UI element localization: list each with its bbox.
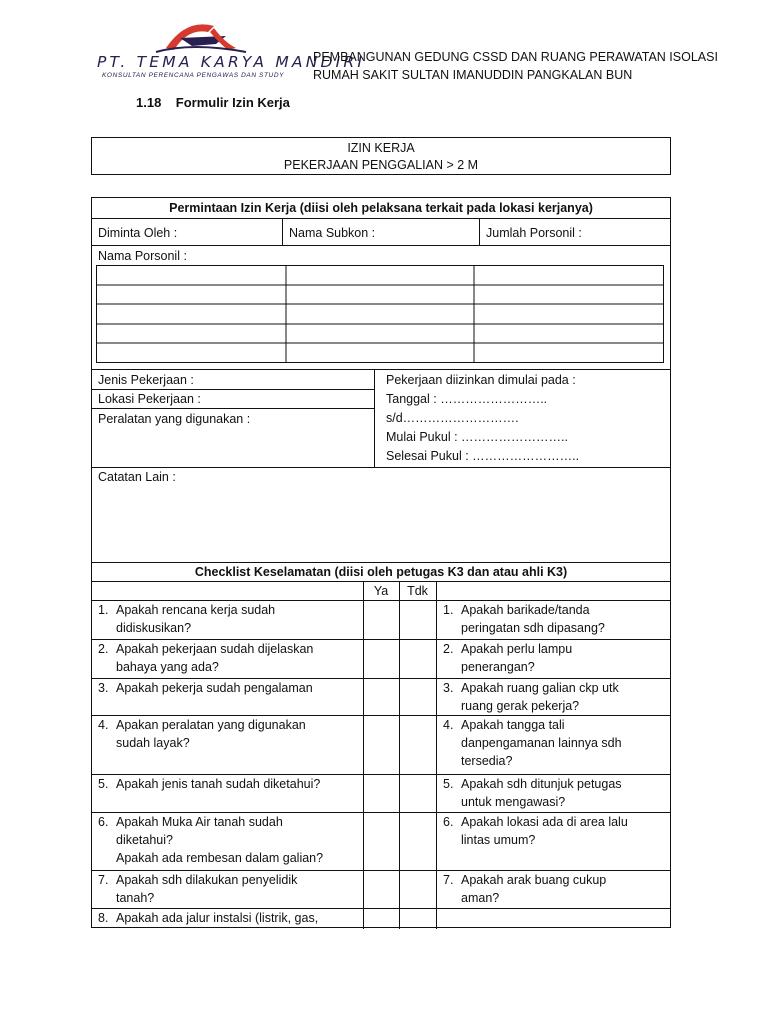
item-text-line: Apakah tangga tali: [461, 718, 565, 732]
project-line-2: RUMAH SAKIT SULTAN IMANUDDIN PANGKALAN BUN: [313, 68, 633, 82]
item-number: 4.: [98, 718, 109, 732]
job-type-label: Jenis Pekerjaan :: [98, 373, 194, 387]
item-text-line: Apakah ruang galian ckp utk: [461, 681, 619, 695]
item-text-line: tersedia?: [461, 754, 513, 768]
item-text-line: ruang gerak pekerja?: [461, 699, 580, 713]
form-title-box: [91, 137, 671, 175]
project-title: [313, 48, 718, 84]
item-number: 4.: [443, 718, 454, 732]
requested-by-label: Diminta Oleh :: [98, 226, 178, 240]
checklist-heading: Checklist Keselamatan (diisi oleh petugas K3 dan atau ahli K3): [194, 565, 568, 579]
item-text-line: lintas umum?: [461, 833, 536, 847]
form-title-line-1: IZIN KERJA: [347, 141, 415, 155]
date-field: Tanggal : ……………………..: [386, 392, 548, 406]
section-number: 1.18: [136, 95, 162, 110]
company-name: PT. TEMA KARYA MANDIRI: [97, 53, 366, 71]
item-number: 7.: [98, 873, 109, 887]
company-tagline: KONSULTAN PERENCANA PENGAWAS DAN STUDY: [102, 72, 285, 79]
item-number: 8.: [98, 911, 109, 925]
project-line-1: PEMBANGUNAN GEDUNG CSSD DAN RUANG PERAWATAN ISOLASI: [313, 50, 718, 64]
item-number: 2.: [98, 642, 109, 656]
item-text-line: Apakah ada jalur instalsi (listrik, gas,: [116, 911, 319, 925]
item-number: 2.: [443, 642, 454, 656]
item-text-line: aman?: [461, 891, 500, 905]
item-text-line: Apakah perlu lampu: [461, 642, 573, 656]
other-notes-label: Catatan Lain :: [98, 470, 176, 484]
item-number: 5.: [98, 777, 109, 791]
end-time-field: Selesai Pukul : ……………………..: [386, 449, 580, 463]
item-number: 3.: [98, 681, 109, 695]
item-text-line: untuk mengawasi?: [461, 795, 566, 809]
item-text-line: Apakah jenis tanah sudah diketahui?: [116, 777, 321, 791]
item-text-line: Apakah lokasi ada di area lalu: [461, 815, 628, 829]
until-date-field: s/d……………………….: [386, 411, 519, 425]
item-text-line: sudah layak?: [116, 736, 190, 750]
section-title: Formulir Izin Kerja: [175, 95, 290, 110]
logo-mark-icon: [96, 18, 300, 58]
item-text-line: Apakah rencana kerja sudah: [116, 603, 276, 617]
item-text-line: tanah?: [116, 891, 155, 905]
item-text-line: diketahui?: [116, 833, 173, 847]
form-title-line-2: PEKERJAAN PENGGALIAN > 2 M: [283, 158, 479, 172]
item-number: 3.: [443, 681, 454, 695]
subcontractor-label: Nama Subkon :: [289, 226, 376, 240]
column-yes: Ya: [373, 584, 389, 598]
item-number: 1.: [98, 603, 109, 617]
item-number: 5.: [443, 777, 454, 791]
item-text-line: Apakah Muka Air tanah sudah: [116, 815, 283, 829]
item-number: 6.: [98, 815, 109, 829]
item-text-line: Apakah sdh dilakukan penyelidik: [116, 873, 298, 887]
request-heading: Permintaan Izin Kerja (diisi oleh pelaksana terkait pada lokasi kerjanya): [169, 201, 593, 215]
personnel-grid-lines: [96, 265, 664, 363]
item-number: 1.: [443, 603, 454, 617]
personnel-names-label: Nama Porsonil :: [98, 249, 187, 263]
item-text-line: Apakah pekerja sudah pengalaman: [116, 681, 313, 695]
start-time-field: Mulai Pukul : ……………………..: [386, 430, 568, 444]
equipment-label: Peralatan yang digunakan :: [98, 412, 251, 426]
item-text-line: didiskusikan?: [116, 621, 192, 635]
personnel-names-grid: [96, 265, 664, 363]
item-text-line: danpengamanan lainnya sdh: [461, 736, 622, 750]
personnel-count-label: Jumlah Porsonil :: [486, 226, 582, 240]
item-text-line: peringatan sdh dipasang?: [461, 621, 605, 635]
start-allowed-label: Pekerjaan diizinkan dimulai pada :: [386, 373, 576, 387]
item-text-line: Apakah sdh ditunjuk petugas: [461, 777, 622, 791]
item-text-line: Apakah pekerjaan sudah dijelaskan: [116, 642, 314, 656]
column-no: Tdk: [407, 584, 428, 598]
item-text-line: penerangan?: [461, 660, 535, 674]
section-heading: [136, 95, 290, 110]
item-text-line: Apakah barikade/tanda: [461, 603, 590, 617]
item-number: 7.: [443, 873, 454, 887]
item-number: 6.: [443, 815, 454, 829]
item-text-line: Apakah arak buang cukup: [461, 873, 607, 887]
item-text-line: bahaya yang ada?: [116, 660, 219, 674]
job-location-label: Lokasi Pekerjaan :: [98, 392, 201, 406]
item-text-line: Apakah ada rembesan dalam galian?: [116, 851, 324, 865]
item-text-line: Apakan peralatan yang digunakan: [116, 718, 306, 732]
